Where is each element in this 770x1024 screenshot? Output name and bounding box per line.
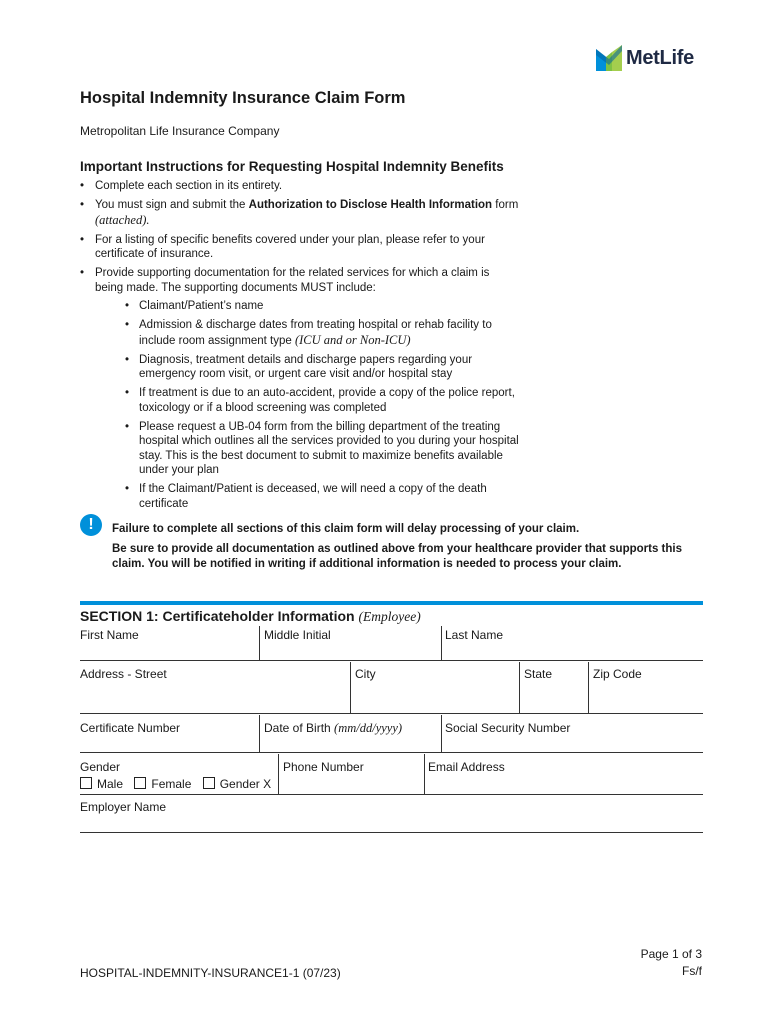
page-number: Page 1 of 3 (640, 947, 702, 961)
zip-code-field[interactable]: Zip Code (593, 667, 642, 681)
metlife-logo-text: MetLife (626, 46, 694, 69)
supporting-document-item: • Please request a UB-04 form from the billing department of the treating hospital which outlines all the services provided to you during your hospital stay. This is the best document to submit to maximize benefits available under your plan (125, 420, 520, 478)
gender-label: Gender (80, 760, 121, 774)
form-id: HOSPITAL-INDEMNITY-INSURANCE1-1 (07/23) (80, 966, 341, 980)
gender-options (80, 777, 279, 791)
exclamation-icon: ! (80, 514, 102, 536)
date-of-birth-field[interactable]: Date of Birth (mm/dd/yyyy) (264, 721, 403, 735)
gender-x-option[interactable]: Gender X (203, 777, 271, 791)
field-divider (441, 715, 442, 753)
instruction-item: • Complete each section in its entirety. (80, 179, 520, 194)
metlife-logo (596, 45, 694, 71)
field-divider (519, 662, 520, 714)
alert-documentation-text: Be sure to provide all documentation as outlined above from your healthcare provider that supports this claim. You will be notified in writing if additional information is needed to process your claim. (112, 543, 682, 570)
gender-x-checkbox[interactable] (203, 777, 215, 789)
field-divider (424, 754, 425, 795)
supporting-documents-list (95, 299, 520, 511)
metlife-logo-icon (596, 45, 622, 71)
row-line (80, 794, 703, 795)
male-checkbox[interactable] (80, 777, 92, 789)
supporting-document-item: • Admission & discharge dates from treating hospital or rehab facility to include room assignment type (ICU and or Non-ICU) (125, 318, 520, 348)
form-title: Hospital Indemnity Insurance Claim Form (80, 89, 406, 107)
supporting-document-item: • Diagnosis, treatment details and discharge papers regarding your emergency room visit, or urgent care visit and/or hospital stay (125, 353, 520, 382)
employer-name-field[interactable]: Employer Name (80, 800, 167, 814)
last-name-field[interactable]: Last Name (445, 628, 504, 642)
social-security-number-field[interactable]: Social Security Number (445, 721, 571, 735)
field-divider (278, 754, 279, 795)
field-divider (441, 626, 442, 661)
supporting-document-item: • If the Claimant/Patient is deceased, we will need a copy of the death certificate (125, 482, 520, 511)
page-info (641, 946, 702, 980)
supporting-document-item: • Claimant/Patient’s name (125, 299, 520, 314)
instruction-item: • For a listing of specific benefits covered under your plan, please refer to your certificate of insurance. (80, 233, 520, 262)
email-address-field[interactable]: Email Address (428, 760, 505, 774)
gender-male-option[interactable]: Male (80, 777, 123, 791)
middle-initial-field[interactable]: Middle Initial (264, 628, 331, 642)
city-field[interactable]: City (355, 667, 376, 681)
field-divider (588, 662, 589, 714)
gender-female-option[interactable]: Female (134, 777, 191, 791)
state-field[interactable]: State (524, 667, 553, 681)
row-line (80, 832, 703, 833)
instruction-item: • Provide supporting documentation for the related services for which a claim is being made. The supporting documents MUST include: • Claimant/Patient’s name • Admission & discharge dates from treating hospital or rehab facility to include room assignment type (ICU and or Non-ICU) • Diagnosis, treatment details and discharge papers regarding your emergency room visit, or urgent care visit and/or hospital stay • If treatment is due to an auto-accident, provide a copy of the police report, toxicology or if a blood screening was completed • Please request a UB-04 form from the billing department of the treating hospital which outlines all the services provided to you during your hospital stay. This is the best document to submit to maximize benefits available under your plan • If the Claimant/Patient is deceased, we will need a copy of the death certificate (80, 266, 520, 511)
instructions-heading: Important Instructions for Requesting Hospital Indemnity Benefits (80, 159, 504, 174)
supporting-document-item: • If treatment is due to an auto-accident, provide a copy of the police report, toxicology or if a blood screening was completed (125, 386, 520, 415)
form-code: Fs/f (682, 964, 702, 978)
section-divider (80, 601, 703, 605)
alert-warning-text: Failure to complete all sections of this claim form will delay processing of your claim. (112, 523, 580, 535)
company-name: Metropolitan Life Insurance Company (80, 124, 280, 138)
instruction-item: • You must sign and submit the Authorization to Disclose Health Information form (attached). (80, 198, 520, 228)
row-line (80, 660, 703, 661)
female-checkbox[interactable] (134, 777, 146, 789)
address-street-field[interactable]: Address - Street (80, 667, 167, 681)
certificate-number-field[interactable]: Certificate Number (80, 721, 181, 735)
authorization-form-name: Authorization to Disclose Health Information (248, 199, 493, 211)
field-divider (350, 662, 351, 714)
section-1-title: SECTION 1: Certificateholder Information (Employee) (80, 608, 421, 624)
row-line (80, 713, 703, 714)
field-divider (259, 715, 260, 753)
row-line (80, 752, 703, 753)
instructions-list (80, 179, 520, 516)
first-name-field[interactable]: First Name (80, 628, 139, 642)
phone-number-field[interactable]: Phone Number (283, 760, 364, 774)
field-divider (259, 626, 260, 661)
